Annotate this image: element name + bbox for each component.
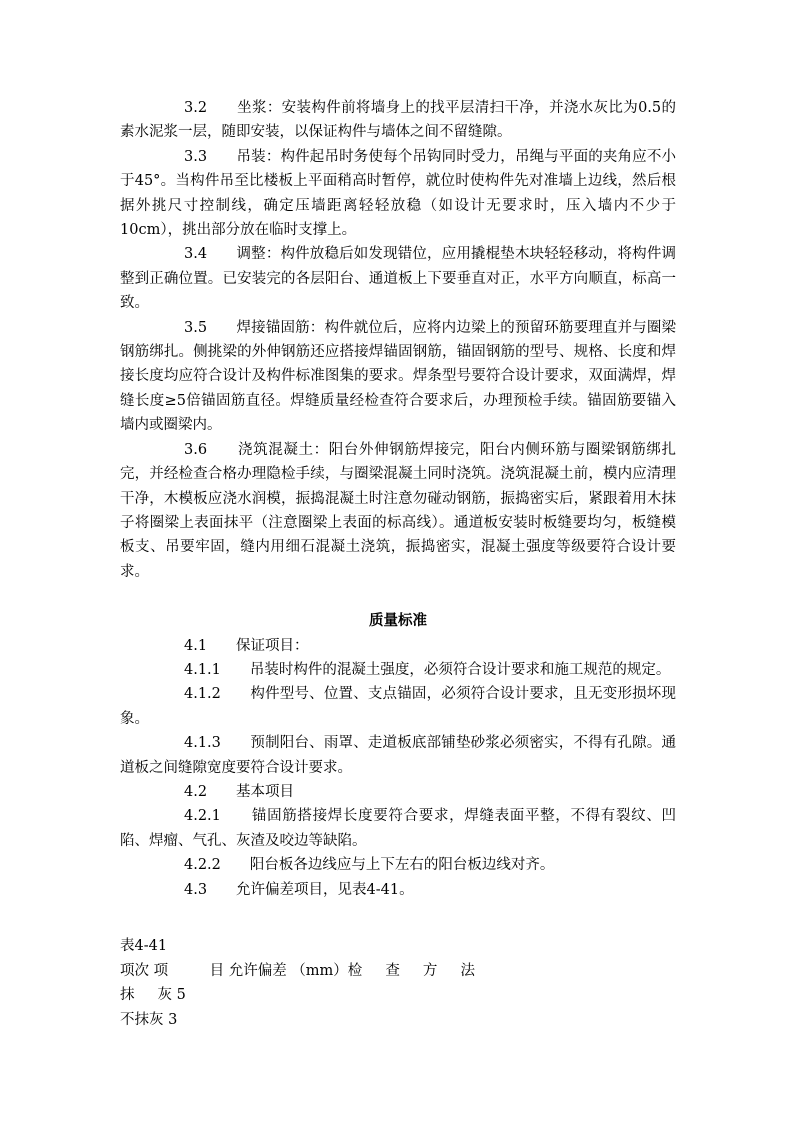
deviation-table: [120, 934, 676, 1032]
paragraph-3-4: 3.4 调整：构件放稳后如发现错位，应用撬棍垫木块轻轻移动，将构件调整到正确位置。已安装完的各层阳台、通道板上下要垂直对正，水平方向顺直，标高一致。: [120, 246, 676, 312]
quality-item-4-3: 4.3 允许偏差项目，见表4-41。: [184, 881, 414, 898]
quality-item-4-1-1: 4.1.1 吊装时构件的混凝土强度，必须符合设计要求和施工规范的规定。: [184, 661, 671, 678]
quality-item-4-2-1: 4.2.1 锚固筋搭接焊长度要符合要求，焊缝表面平整，不得有裂纹、凹陷、焊瘤、气孔、灰渣及咬边等缺陷。: [120, 808, 676, 849]
paragraph-3-2: 3.2 坐浆：安装构件前将墙身上的找平层清扫干净，并浇水灰比为0.5的素水泥浆一层，随即安装，以保证构件与墙体之间不留缝隙。: [120, 100, 676, 141]
table-header: 项次 项 目 允许偏差 （mm）检 查 方 法: [120, 962, 475, 979]
paragraph-3-6: 3.6 浇筑混凝土：阳台外伸钢筋焊接完，阳台内侧环筋与圈梁钢筋绑扎完，并经检查合格办理隐检手续，与圈梁混凝土同时浇筑。浇筑混凝土前，模内应清理干净，木模板应浇水润模，振捣混凝土时注意勿碰动钢筋，振捣密实后，紧跟着用木抹子将圈梁上表面抹平（注意圈梁上表面的标高线）。通道板安装时板缝要均匀，板缝模板支、吊要牢固，缝内用细石混凝土浇筑，振捣密实，混凝土强度等级要符合设计要求。: [120, 441, 676, 580]
table-row: 不抹灰 3: [120, 1011, 178, 1028]
paragraph-3-5: 3.5 焊接锚固筋：构件就位后，应将内边梁上的预留环筋要理直并与圈梁钢筋绑扎。侧挑梁的外伸钢筋还应搭接焊锚固钢筋，锚固钢筋的型号、规格、长度和焊接长度均应符合设计及构件标准图集的要求。焊条型号要符合设计要求，双面满焊，焊缝长度≥5倍锚固筋直径。焊缝质量经检查符合要求后，办理预检手续。锚固筋要锚入墙内或圈梁内。: [120, 319, 676, 434]
quality-item-4-2: 4.2 基本项目: [184, 783, 295, 800]
quality-item-4-2-2: 4.2.2 阳台板各边线应与上下左右的阳台板边线对齐。: [184, 857, 555, 874]
quality-item-4-1-2: 4.1.2 构件型号、位置、支点锚固，必须符合设计要求，且无变形损坏现象。: [120, 686, 676, 727]
section-title: 质量标准: [369, 612, 427, 630]
quality-item-4-1-3: 4.1.3 预制阳台、雨罩、走道板底部铺垫砂浆必须密实，不得有孔隙。通道板之间缝隙宽度要符合设计要求。: [120, 735, 676, 776]
table-row: 抹 灰 5: [120, 987, 186, 1004]
paragraph-3-3: 3.3 吊装：构件起吊时务使每个吊钩同时受力，吊绳与平面的夹角应不小于45°。当构件吊至比楼板上平面稍高时暂停，就位时使构件先对准墙上边线，然后根据外挑尺寸控制线，确定压墙距离轻轻放稳（如设计无要求时，压入墙内不少于10cm），挑出部分放在临时支撑上。: [120, 148, 676, 239]
table-caption: 表4-41: [120, 938, 168, 954]
document-body: [120, 96, 676, 902]
quality-item-4-1: 4.1 保证项目：: [184, 637, 309, 654]
